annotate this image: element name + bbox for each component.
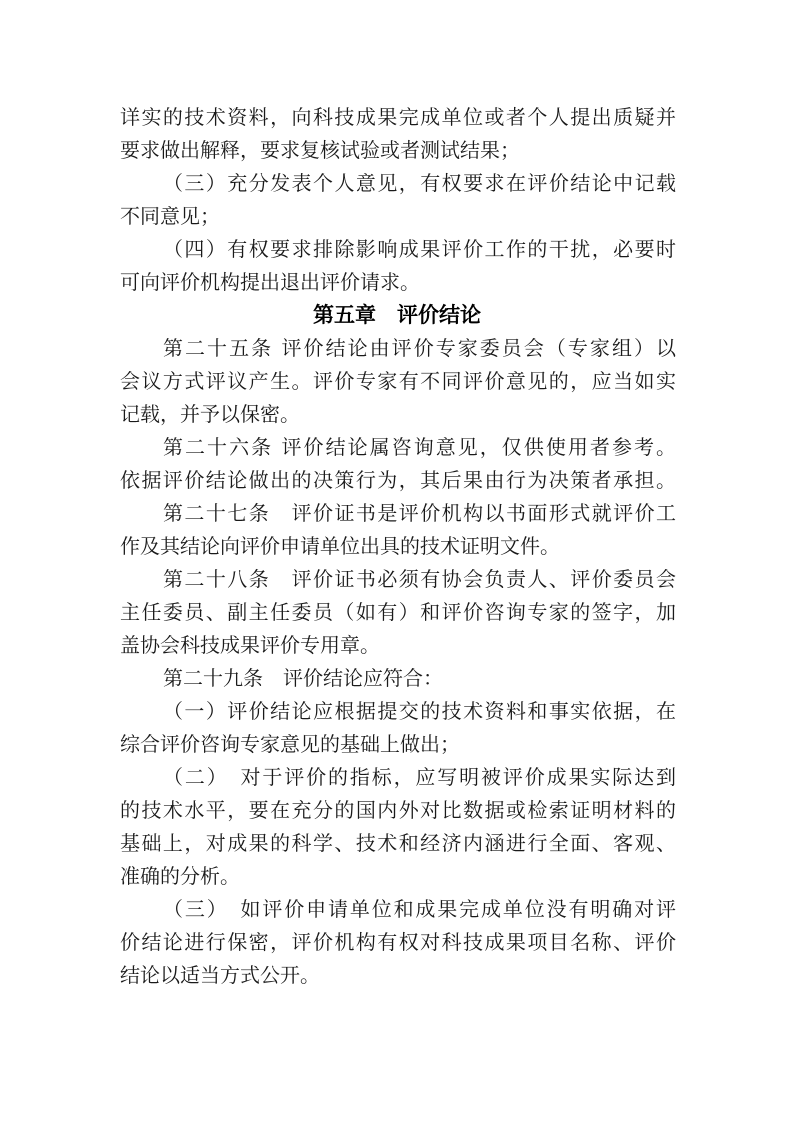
article-29: 第二十九条 评价结论应符合：: [163, 666, 443, 690]
text-line: （四）有权要求排除影响成果评价工作的干扰，必要时: [163, 237, 676, 261]
text-line: 基础上，对成果的科学、技术和经济内涵进行全面、客观、: [120, 831, 676, 855]
clause-2: （二） 对于评价的指标，应写明被评价成果实际达到: [163, 765, 676, 789]
text-line: （三）充分发表个人意见，有权要求在评价结论中记载: [163, 171, 676, 195]
article-25: 第二十五条 评价结论由评价专家委员会（专家组）以: [163, 336, 676, 360]
text-line: 可向评价机构提出退出评价请求。: [120, 270, 420, 294]
clause-3: （三） 如评价申请单位和成果完成单位没有明确对评: [163, 897, 676, 921]
article-26: 第二十六条 评价结论属咨询意见，仅供使用者参考。: [163, 435, 676, 459]
text-line: 价结论进行保密，评价机构有权对科技成果项目名称、评价: [120, 930, 676, 954]
text-line: 记载，并予以保密。: [120, 402, 300, 426]
text-line: 的技术水平，要在充分的国内外对比数据或检索证明材料的: [120, 798, 676, 822]
text-line: 作及其结论向评价申请单位出具的技术证明文件。: [120, 534, 560, 558]
text-line: 准确的分析。: [120, 864, 240, 888]
text-line: 详实的技术资料，向科技成果完成单位或者个人提出质疑并: [120, 105, 676, 129]
chapter-heading: 第五章 评价结论: [313, 303, 481, 327]
text-line: 主任委员、副主任委员（如有）和评价咨询专家的签字，加: [120, 600, 676, 624]
text-line: 要求做出解释，要求复核试验或者测试结果；: [120, 138, 520, 162]
text-line: 结论以适当方式公开。: [120, 963, 320, 987]
text-line: 盖协会科技成果评价专用章。: [120, 633, 380, 657]
article-28: 第二十八条 评价证书必须有协会负责人、评价委员会: [163, 567, 676, 591]
text-line: 会议方式评议产生。评价专家有不同评价意见的，应当如实: [120, 369, 676, 393]
text-line: 综合评价咨询专家意见的基础上做出；: [120, 732, 460, 756]
text-line: 不同意见；: [120, 204, 220, 228]
clause-1: （一）评价结论应根据提交的技术资料和事实依据，在: [163, 699, 676, 723]
article-27: 第二十七条 评价证书是评价机构以书面形式就评价工: [163, 501, 676, 525]
text-line: 依据评价结论做出的决策行为，其后果由行为决策者承担。: [120, 468, 676, 492]
